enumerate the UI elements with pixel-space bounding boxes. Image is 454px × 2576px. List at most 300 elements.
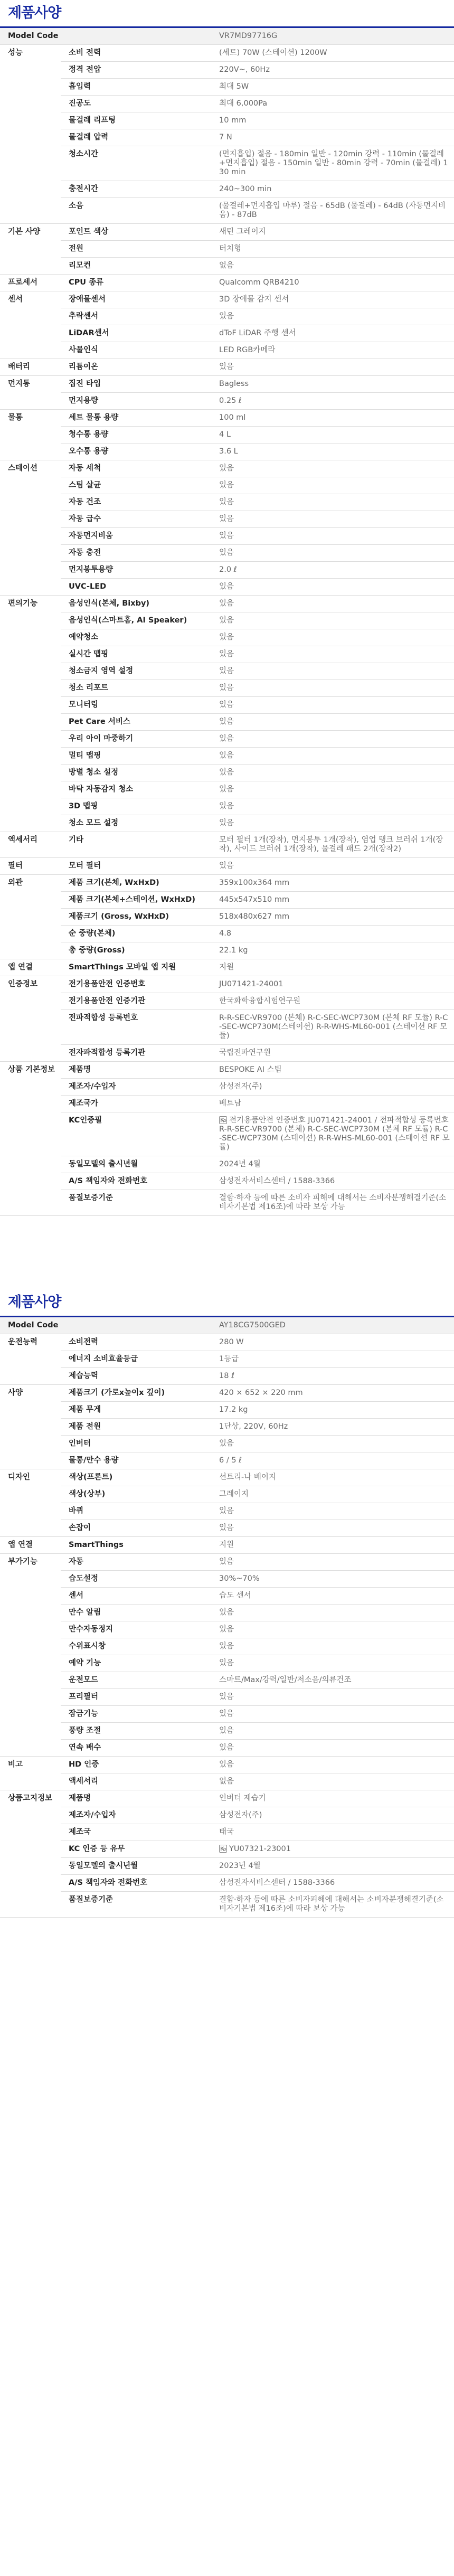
spec-value-text: 445x547x510 mm: [219, 895, 290, 904]
spec-row: [0, 198, 454, 224]
spec-row: [0, 1571, 454, 1588]
spec-row: [0, 1503, 454, 1520]
spec-name: 먼지봉투용량: [61, 562, 211, 579]
spec-row: [0, 1156, 454, 1173]
spec-value: [211, 1452, 454, 1469]
spec-value-text: 있음: [219, 734, 234, 743]
spec-value: [211, 1740, 454, 1757]
spec-value-text: (물걸레+먼지흡입 마루) 절음 - 65dB (물걸레) - 64dB (자동먼지비움) - 87dB: [219, 202, 446, 219]
spec-value: [211, 1486, 454, 1503]
spec-value-text: 10 mm: [219, 116, 247, 125]
spec-value: [211, 1892, 454, 1918]
spec-value-text: 있음: [219, 1659, 234, 1667]
spec-name: 소음: [61, 198, 211, 224]
spec-row: [0, 1588, 454, 1605]
model-code-value: VR7MD97716G: [211, 28, 454, 45]
spec-name: 예약 기능: [61, 1655, 211, 1672]
spec-value: [211, 646, 454, 663]
spec-name: 전자파적합성 등록기관: [61, 1045, 211, 1062]
spec-name: 오수통 용량: [61, 444, 211, 460]
spec-value-text: 있음: [219, 481, 234, 489]
spec-row: [0, 1807, 454, 1824]
spec-name: 인버터: [61, 1436, 211, 1452]
spec-name: 물걸레 리프팅: [61, 112, 211, 129]
spec-name: HD 인증: [61, 1757, 211, 1773]
spec-value: [211, 1469, 454, 1486]
spec-value-text: 17.2 kg: [219, 1405, 248, 1414]
spec-value: [211, 959, 454, 976]
spec-name: 사물인식: [61, 342, 211, 359]
spec-category: 액세서리: [0, 832, 61, 858]
spec-name: 제조국: [61, 1824, 211, 1841]
spec-value-text: 베트남: [219, 1099, 242, 1108]
spec-value-text: dToF LiDAR 주행 센서: [219, 329, 296, 337]
spec-row: [0, 1655, 454, 1672]
spec-value: [211, 376, 454, 393]
spec-name: 전원: [61, 241, 211, 258]
spec-category: 성능: [0, 45, 61, 224]
spec-value: [211, 545, 454, 562]
spec-name: 순 중량(본체): [61, 926, 211, 942]
spec-value-text: 태국: [219, 1828, 234, 1836]
spec-name: 제품크기 (Gross, WxHxD): [61, 909, 211, 926]
spec-value: [211, 832, 454, 858]
spec-value-text: BESPOKE AI 스팀: [219, 1065, 282, 1074]
spec-value: [211, 1790, 454, 1807]
spec-value: [211, 596, 454, 612]
spec-category: 외관: [0, 875, 61, 959]
spec-name: 멀티 맵핑: [61, 748, 211, 765]
spec-row: [0, 1892, 454, 1918]
spec-value-text: 420 × 652 × 220 mm: [219, 1389, 303, 1397]
spec-name: 전기용품안전 인증기관: [61, 993, 211, 1010]
spec-row: [0, 748, 454, 765]
spec-value-text: 결함·하자 등에 따른 소비자피해에 대해서는 소비자분쟁해결기준(소비자기본법 제16조)에 따라 보상 가능: [219, 1895, 444, 1913]
spec-value-text: 0.25 ℓ: [219, 397, 242, 405]
spec-value: [211, 1520, 454, 1537]
spec-value: [211, 815, 454, 832]
spec-value: [211, 1436, 454, 1452]
spec-row: [0, 181, 454, 198]
spec-name: 추락센서: [61, 308, 211, 325]
spec-category: 앱 연결: [0, 1537, 61, 1554]
spec-row: [0, 579, 454, 596]
spec-name: 풍량 조절: [61, 1723, 211, 1740]
spec-row: [0, 815, 454, 832]
spec-value: [211, 1419, 454, 1436]
spec-row: [0, 241, 454, 258]
spec-value-text: 있음: [219, 1726, 234, 1735]
spec-value-text: 있음: [219, 616, 234, 625]
spec-value-text: 있음: [219, 1625, 234, 1634]
spec-value: [211, 1807, 454, 1824]
spec-row: [0, 942, 454, 959]
spec-name: 청소 리포트: [61, 680, 211, 697]
spec-row: [0, 79, 454, 96]
spec-value: [211, 909, 454, 926]
spec-value: [211, 460, 454, 477]
spec-value: [211, 1655, 454, 1672]
spec-value: [211, 325, 454, 342]
spec-name: 스팀 살균: [61, 477, 211, 494]
spec-value-text: 있음: [219, 1608, 234, 1617]
model-code-label: Model Code: [0, 1317, 211, 1334]
spec-value-text: 없음: [219, 1777, 234, 1786]
spec-value-text: (먼지흡입) 절음 - 180min 일반 - 120min 강력 - 110min (물걸레+먼지흡입) 절음 - 150min 일반 - 80min 강력 - 70min (물걸레) 130 min: [219, 150, 448, 176]
spec-value: [211, 1351, 454, 1368]
spec-row: [0, 460, 454, 477]
spec-value-text: JU071421-24001: [219, 980, 283, 988]
model-code-row: [0, 1317, 454, 1334]
spec-name: 자동먼지비움: [61, 528, 211, 545]
spec-value-text: 있음: [219, 1760, 234, 1769]
spec-row: [0, 1672, 454, 1689]
spec-name: 자동 건조: [61, 494, 211, 511]
spec-value: [211, 359, 454, 376]
spec-row: [0, 275, 454, 291]
spec-name: 물통/만수 용량: [61, 1452, 211, 1469]
spec-row: [0, 1469, 454, 1486]
spec-row: [0, 697, 454, 714]
spec-category: 스테이션: [0, 460, 61, 596]
spec-row: [0, 146, 454, 181]
spec-row: [0, 1079, 454, 1096]
spec-value-text: 18 ℓ: [219, 1372, 235, 1380]
spec-row: [0, 1858, 454, 1875]
spec-row: [0, 926, 454, 942]
model-code-row: [0, 28, 454, 45]
spec-name: 프리필터: [61, 1689, 211, 1706]
spec-name: 제품 전원: [61, 1419, 211, 1436]
spec-value-text: 359x100x364 mm: [219, 879, 290, 887]
spec-row: [0, 1773, 454, 1790]
spec-value: [211, 410, 454, 427]
spec-value-text: 있음: [219, 650, 234, 658]
spec-value: [211, 629, 454, 646]
spec-value: [211, 96, 454, 112]
spec-value-text: 있음: [219, 498, 234, 506]
kc-certification-icon: [219, 1845, 227, 1853]
spec-name: 액세서리: [61, 1773, 211, 1790]
spec-row: [0, 1757, 454, 1773]
spec-value-text: 518x480x627 mm: [219, 912, 290, 921]
spec-category: 먼지통: [0, 376, 61, 410]
spec-value-text: 있음: [219, 532, 234, 540]
spec-value-text: 전기용품안전 인증번호 JU071421-24001 / 전파적합성 등록번호 R-R-SEC-VR9700 (본체) R-C-SEC-WCP730M (본체 RF 모듈) R-C-SEC-WCP730M (스테이션) R-R-WHS-ML60-001 (스테이션 RF 모듈): [219, 1116, 450, 1152]
spec-name: LiDAR센서: [61, 325, 211, 342]
spec-value: [211, 731, 454, 748]
spec-row: [0, 892, 454, 909]
spec-name: 잠금기능: [61, 1706, 211, 1723]
spec-name: 자동 급수: [61, 511, 211, 528]
spec-row: [0, 781, 454, 798]
spec-value-text: 있음: [219, 1439, 234, 1448]
spec-category: 상품고지정보: [0, 1790, 61, 1918]
spec-name: 바닥 자동감지 청소: [61, 781, 211, 798]
spec-value-text: 있음: [219, 633, 234, 641]
spec-row: [0, 798, 454, 815]
spec-name: 제품크기 (가로x높이x 깊이): [61, 1385, 211, 1402]
spec-row: [0, 1368, 454, 1385]
spec-value-text: 그레이지: [219, 1490, 249, 1498]
spec-name: 습도설정: [61, 1571, 211, 1588]
spec-name: 운전모드: [61, 1672, 211, 1689]
spec-row: [0, 663, 454, 680]
spec-value: [211, 1757, 454, 1773]
spec-value-text: 1단상, 220V, 60Hz: [219, 1422, 288, 1431]
spec-category: 사양: [0, 1385, 61, 1469]
spec-row: [0, 1351, 454, 1368]
spec-value: [211, 1672, 454, 1689]
spec-name: 만수자동정지: [61, 1621, 211, 1638]
spec-value: [211, 875, 454, 892]
spec-row: [0, 875, 454, 892]
spec-row: [0, 1875, 454, 1892]
spec-row: [0, 325, 454, 342]
spec-value: [211, 714, 454, 731]
spec-value: [211, 892, 454, 909]
spec-value-text: 스마트/Max/강력/일반/저소음/의류건조: [219, 1676, 352, 1684]
spec-value-text: 30%~70%: [219, 1574, 260, 1583]
spec-value-text: 인버터 제습기: [219, 1794, 266, 1803]
spec-row: [0, 410, 454, 427]
spec-row: [0, 1486, 454, 1503]
spec-name: 실시간 맵핑: [61, 646, 211, 663]
spec-value-text: 터치형: [219, 244, 242, 253]
spec-row: [0, 1689, 454, 1706]
spec-name: 먼지용량: [61, 393, 211, 410]
spec-name: 총 중량(Gross): [61, 942, 211, 959]
spec-row: [0, 494, 454, 511]
section-title: 제품사양: [8, 5, 61, 21]
spec-row: [0, 1112, 454, 1156]
spec-name: 소비 전력: [61, 45, 211, 62]
spec-value-text: 7 N: [219, 133, 232, 141]
spec-row: [0, 1010, 454, 1045]
spec-value: [211, 1096, 454, 1112]
spec-value-text: 있음: [219, 718, 234, 726]
spec-category: 배터리: [0, 359, 61, 376]
spec-row: [0, 1452, 454, 1469]
spec-value-text: 새틴 그레이지: [219, 228, 266, 236]
spec-value-text: 있음: [219, 862, 234, 870]
spec-value: [211, 198, 454, 224]
spec-row: [0, 258, 454, 275]
spec-name: KC 인증 등 유무: [61, 1841, 211, 1858]
spec-category: 프로세서: [0, 275, 61, 291]
spec-value: [211, 511, 454, 528]
spec-row: [0, 909, 454, 926]
spec-value: [211, 181, 454, 198]
spec-value-text: 있음: [219, 582, 234, 591]
spec-value-text: 모터 필터 1개(장착), 먼지봉투 1개(장착), 염업 탱크 브러쉬 1개(장착), 사이드 브러쉬 1개(장착), 물걸레 패드 2개(장착2): [219, 836, 443, 853]
spec-row: [0, 959, 454, 976]
spec-category: 편의기능: [0, 596, 61, 832]
spec-value-text: 있음: [219, 667, 234, 675]
spec-table: [0, 1317, 454, 1918]
spec-value: [211, 1638, 454, 1655]
spec-value: [211, 427, 454, 444]
spec-value-text: 있음: [219, 1558, 234, 1566]
model-code-label: Model Code: [0, 28, 211, 45]
spec-name: 정격 전압: [61, 62, 211, 79]
spec-value-text: 있음: [219, 751, 234, 760]
spec-value: [211, 1173, 454, 1190]
spec-name: 흡입력: [61, 79, 211, 96]
spec-value-text: 2.0 ℓ: [219, 565, 237, 574]
section-spacer: [0, 1216, 454, 1289]
spec-name: 리모컨: [61, 258, 211, 275]
spec-value: [211, 1368, 454, 1385]
spec-name: 만수 알림: [61, 1605, 211, 1621]
spec-name: 자동: [61, 1554, 211, 1571]
spec-name: A/S 책임자와 전화번호: [61, 1173, 211, 1190]
spec-row: [0, 612, 454, 629]
spec-row: [0, 62, 454, 79]
spec-name: 자동 세척: [61, 460, 211, 477]
spec-value-text: 있음: [219, 1524, 234, 1532]
spec-value-text: 22.1 kg: [219, 946, 248, 955]
spec-category: 인증정보: [0, 976, 61, 1062]
spec-row: [0, 359, 454, 376]
spec-row: [0, 1554, 454, 1571]
spec-value-text: 240~300 min: [219, 185, 272, 193]
spec-row: [0, 1045, 454, 1062]
spec-value-text: 있음: [219, 464, 234, 473]
spec-name: 예약청소: [61, 629, 211, 646]
spec-category: 운전능력: [0, 1334, 61, 1385]
spec-row: [0, 976, 454, 993]
spec-name: 제품명: [61, 1062, 211, 1079]
spec-value: [211, 680, 454, 697]
spec-value: [211, 942, 454, 959]
spec-value: [211, 393, 454, 410]
spec-name: 제품명: [61, 1790, 211, 1807]
spec-name: 동일모델의 출시년월: [61, 1858, 211, 1875]
spec-value: [211, 748, 454, 765]
spec-value: [211, 146, 454, 181]
spec-table: [0, 28, 454, 1216]
spec-name: 에너지 소비효율등급: [61, 1351, 211, 1368]
spec-name: 품질보증기준: [61, 1190, 211, 1216]
spec-name: 제조국가: [61, 1096, 211, 1112]
spec-value: [211, 291, 454, 308]
spec-row: [0, 858, 454, 875]
spec-name: 우리 아이 마중하기: [61, 731, 211, 748]
spec-value: [211, 1571, 454, 1588]
spec-row: [0, 342, 454, 359]
spec-name: 모터 필터: [61, 858, 211, 875]
spec-value-text: 있음: [219, 785, 234, 794]
spec-value: [211, 926, 454, 942]
spec-name: 3D 맵핑: [61, 798, 211, 815]
spec-row: [0, 1824, 454, 1841]
model-code-value: AY18CG7500GED: [211, 1317, 454, 1334]
spec-name: 청소 모드 설정: [61, 815, 211, 832]
spec-category: 기본 사양: [0, 224, 61, 275]
spec-name: 세트 물통 용량: [61, 410, 211, 427]
spec-section: [0, 0, 454, 1216]
spec-value: [211, 562, 454, 579]
spec-value-text: 2023년 4월: [219, 1862, 261, 1870]
spec-category: 필터: [0, 858, 61, 875]
spec-value: [211, 1112, 454, 1156]
spec-value-text: 삼성전자서비스센터 / 1588-3366: [219, 1177, 335, 1185]
spec-value: [211, 1706, 454, 1723]
spec-row: [0, 1173, 454, 1190]
spec-row: [0, 1790, 454, 1807]
spec-name: SmartThings 모바일 앱 지원: [61, 959, 211, 976]
spec-value-text: 지원: [219, 963, 234, 971]
spec-category: 부가기능: [0, 1554, 61, 1757]
spec-name: 청수통 용량: [61, 427, 211, 444]
spec-name: 손잡이: [61, 1520, 211, 1537]
spec-row: [0, 629, 454, 646]
spec-row: [0, 1096, 454, 1112]
spec-value-text: 1등급: [219, 1355, 239, 1363]
spec-name: 충전시간: [61, 181, 211, 198]
spec-value: [211, 308, 454, 325]
spec-name: 리튬이온: [61, 359, 211, 376]
spec-value: [211, 858, 454, 875]
spec-row: [0, 1740, 454, 1757]
spec-row: [0, 680, 454, 697]
spec-value-text: 있음: [219, 1693, 234, 1701]
spec-value-text: 3D 장애물 감지 센서: [219, 295, 289, 304]
spec-row: [0, 1638, 454, 1655]
spec-name: UVC-LED: [61, 579, 211, 596]
spec-value-text: 있음: [219, 768, 234, 777]
spec-value: [211, 1503, 454, 1520]
spec-value: [211, 1605, 454, 1621]
spec-name: A/S 책임자와 전화번호: [61, 1875, 211, 1892]
spec-value-text: 최대 5W: [219, 82, 249, 91]
spec-name: 제품 크기(본체+스테이션, WxHxD): [61, 892, 211, 909]
spec-value: [211, 1689, 454, 1706]
spec-value-text: 있음: [219, 515, 234, 523]
spec-category: 비고: [0, 1757, 61, 1790]
spec-value: [211, 1062, 454, 1079]
spec-value: [211, 1841, 454, 1858]
spec-value-text: 삼성전자서비스센터 / 1588-3366: [219, 1879, 335, 1887]
spec-row: [0, 1062, 454, 1079]
spec-row: [0, 1385, 454, 1402]
spec-value-text: 있음: [219, 1743, 234, 1752]
spec-row: [0, 596, 454, 612]
spec-row: [0, 444, 454, 460]
spec-name: 집진 타입: [61, 376, 211, 393]
spec-row: [0, 1520, 454, 1537]
spec-value-text: LED RGB카메라: [219, 346, 276, 354]
spec-row: [0, 714, 454, 731]
spec-value: [211, 1537, 454, 1554]
spec-name: 모니터링: [61, 697, 211, 714]
spec-name: 색상(프론트): [61, 1469, 211, 1486]
spec-value: [211, 1875, 454, 1892]
spec-value: [211, 579, 454, 596]
spec-row: [0, 1436, 454, 1452]
spec-value-text: 있음: [219, 819, 234, 827]
spec-value-text: 있음: [219, 1507, 234, 1515]
spec-value-text: 한국화학융합시험연구원: [219, 997, 301, 1005]
spec-row: [0, 1723, 454, 1740]
spec-name: 제조자/수입자: [61, 1807, 211, 1824]
spec-value-text: 있음: [219, 701, 234, 709]
spec-value: [211, 1723, 454, 1740]
spec-category: 물통: [0, 410, 61, 460]
kc-certification-icon: [219, 1116, 227, 1124]
spec-row: [0, 291, 454, 308]
